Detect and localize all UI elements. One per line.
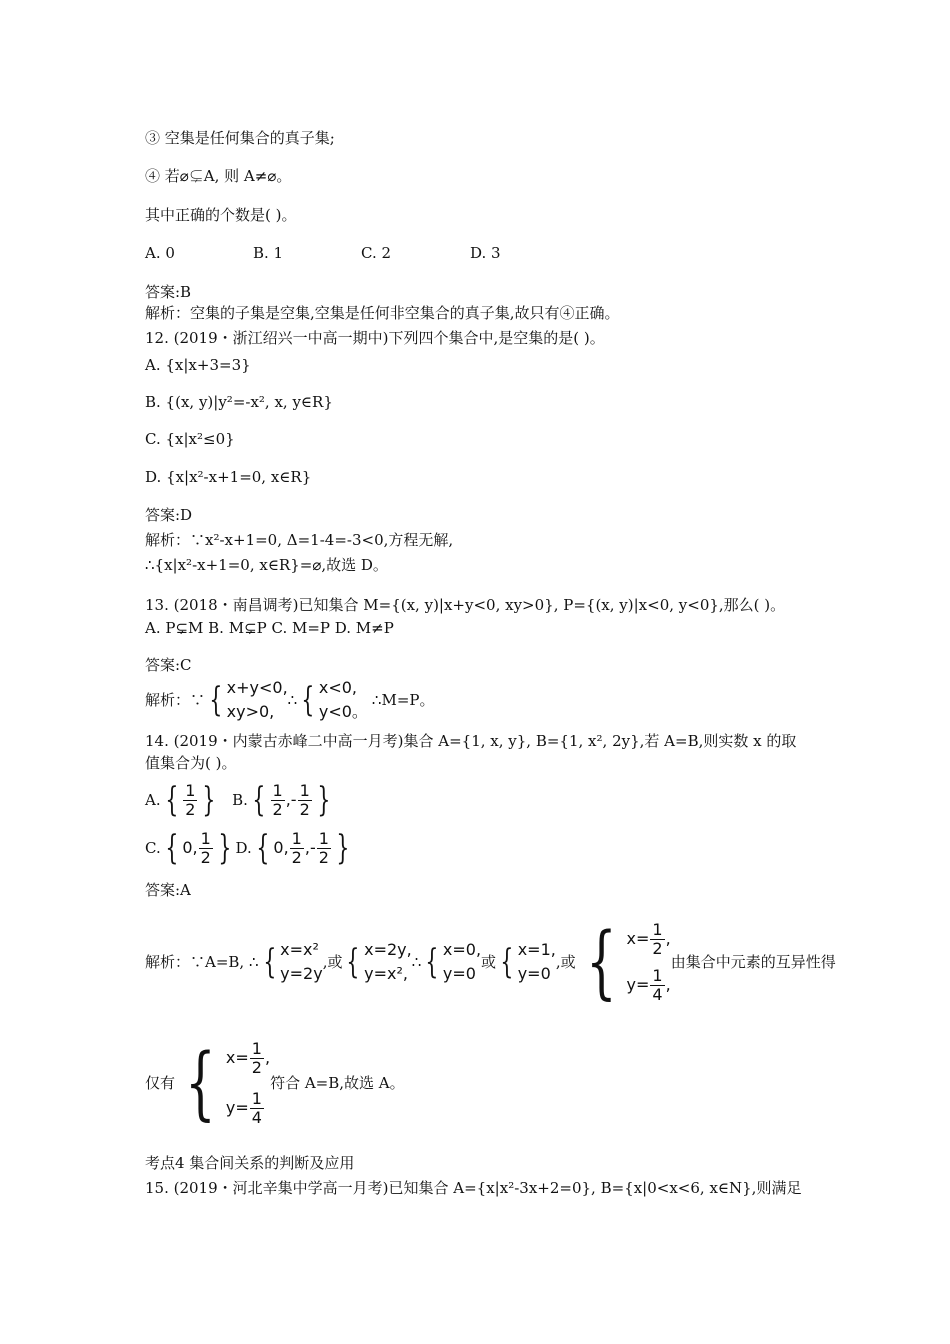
equation: x<0, [318,678,357,697]
option-c-label: C. [145,839,161,857]
equation: y<0。 [318,702,368,721]
question-11-prompt: 其中正确的个数是( )。 [145,206,297,224]
option-d-label: D. [235,839,252,857]
q12-option-a: A. {x|x+3=3} [145,356,251,374]
q13-options: A. P⊊M B. M⊊P C. M=P D. M≠P [145,619,394,637]
statement-3: ③ 空集是任何集合的真子集; [145,129,335,147]
analysis-label: 解析：∵ [145,691,206,709]
fraction: $\frac{1}{2}$ [200,828,211,867]
left-brace: { [256,828,270,868]
comma: , [192,838,198,857]
or-text: ,或 [555,953,576,971]
therefore-symbol: ∴ [287,691,298,709]
q12-analysis-1: 解析：∵x²-x+1=0, Δ=1-4=-3<0,方程无解, [145,531,454,549]
comma: , [304,838,310,857]
therefore-symbol: ∴ [411,953,422,971]
left-brace: { [585,915,617,1008]
left-brace: { [164,780,178,820]
left-brace: { [301,680,315,720]
system-f: x= $\frac{1}{2}$ , y= $\frac{1}{4}$ [225,1039,271,1127]
system-a: x=x² y=2y [280,940,323,983]
q11-answer: 答案:B [145,283,192,301]
q14-options-ab [145,778,334,822]
zero: 0 [182,838,193,857]
right-brace: } [218,828,232,868]
system-1 [227,676,288,724]
conclusion-text: 符合 A=B,故选 A。 [270,1074,405,1092]
q11-option-c: C. 2 [361,244,392,262]
right-brace: } [202,780,216,820]
system-b: x=2y, y=x², [364,940,412,983]
q11-option-a: A. 0 [145,244,175,262]
left-brace: { [209,680,223,720]
q15-stem: 15. (2019・河北辛集中学高一月考)已知集合 A={x|x²-3x+2=0}, B={x|0<x<6, x∈N},则满足 [145,1179,802,1197]
left-brace: { [500,942,514,982]
fraction: $\frac{1}{2}$ [318,828,329,867]
q13-analysis [145,675,435,725]
q14-analysis [145,912,836,1012]
zero: 0 [273,838,284,857]
conclusion-label: 仅有 [145,1074,176,1092]
q13-answer: 答案:C [145,656,192,674]
fraction: $\frac{1}{2}$ [272,780,283,819]
q11-analysis: 解析：空集的子集是空集,空集是任何非空集合的真子集,故只有④正确。 [145,304,620,322]
equation: xy>0, [226,702,275,721]
option-a-label: A. [145,791,161,809]
fraction: $\frac{1}{2}$ [291,828,302,867]
system-d: x=1, y=0 [517,940,556,983]
q12-option-c: C. {x|x²≤0} [145,430,235,448]
fraction: $\frac{1}{2}$ [299,780,310,819]
equation: x+y<0, [226,678,288,697]
system-2 [319,676,368,724]
analysis-text: 由集合中元素的互异性得 [670,953,836,971]
q14-stem-1: 14. (2019・内蒙古赤峰二中高一月考)集合 A={1, x, y}, B={1, x², 2y},若 A=B,则实数 x 的取 [145,732,797,750]
q12-stem: 12. (2019・浙江绍兴一中高一期中)下列四个集合中,是空集的是( )。 [145,329,605,347]
right-brace: } [317,780,331,820]
q12-option-b: B. {(x, y)|y²=-x², x, y∈R} [145,393,333,411]
or-text: 或 [481,953,497,971]
left-brace: { [165,828,179,868]
or-text: ,或 [322,953,343,971]
option-b-label: B. [232,791,248,809]
q12-option-d: D. {x|x²-x+1=0, x∈R} [145,468,312,486]
right-brace: } [336,828,350,868]
comma: , [285,790,291,809]
q11-option-b: B. 1 [253,244,284,262]
q11-option-d: D. 3 [470,244,501,262]
comma: , [283,838,289,857]
q14-conclusion [145,1030,405,1136]
q14-stem-2: 值集合为( )。 [145,754,237,772]
q12-answer: 答案:D [145,506,193,524]
section-heading: 考点4 集合间关系的判断及应用 [145,1154,355,1172]
minus-sign: - [290,790,297,809]
left-brace: { [262,942,276,982]
minus-sign: - [309,838,316,857]
q13-stem: 13. (2018・南昌调考)已知集合 M={(x, y)|x+y<0, xy>0}, P={(x, y)|x<0, y<0},那么( )。 [145,596,786,614]
q14-answer: 答案:A [145,881,191,899]
left-brace: { [346,942,360,982]
analysis-label: 解析：∵A=B, ∴ [145,953,259,971]
left-brace: { [425,942,439,982]
left-brace: { [252,780,266,820]
fraction: $\frac{1}{2}$ [185,780,196,819]
system-e: x= $\frac{1}{2}$ , y= $\frac{1}{4}$ , [626,920,671,1004]
q12-analysis-2: ∴{x|x²-x+1=0, x∈R}=⌀,故选 D。 [145,556,388,574]
left-brace: { [185,1036,216,1129]
system-c: x=0, y=0 [442,940,482,983]
statement-4: ④ 若⌀⊊A, 则 A≠⌀。 [145,167,292,185]
conclusion: ∴M=P。 [371,691,435,709]
q14-options-cd [145,826,354,870]
